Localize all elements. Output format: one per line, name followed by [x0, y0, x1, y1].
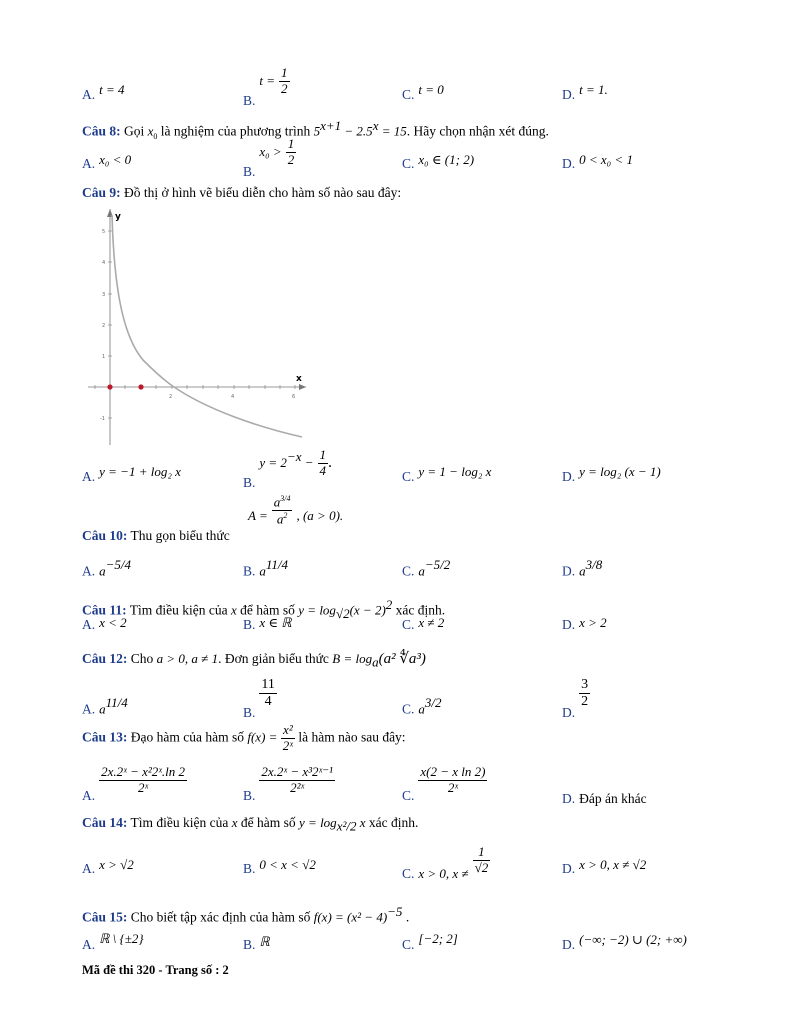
x-tick-label: 2	[169, 394, 173, 400]
q12-answer-d: $_{D.}$ $\frac{3}{2}$	[562, 677, 589, 721]
q13-answer-c: $_{C.}$ $\frac{\text{x(2 − x ln 2)}}{\text{2ˣ}}$	[402, 764, 486, 804]
q10-expression: $_{A =}$ $\frac{a^{3/4}}{a^2}$ $_{, (a > 0).}$	[248, 494, 344, 527]
y-tick-label: 5	[102, 229, 106, 235]
q14-answer-c: $_{C.}$ $_{x > 0, x \ne}$ $\frac{1}{√2}$	[402, 844, 489, 882]
q15-answer-c: C. [−2; 2]	[402, 931, 458, 952]
q9-answer-c: C. $^{y = 1 - log_2 x}$	[402, 464, 492, 484]
page-footer: Mã đề thi 320 - Trang số : 2	[82, 963, 229, 977]
q9-answer-a: A. $^{y = -1 + log_2 x}$	[82, 464, 181, 484]
question-10: Câu 10: Thu gọn biểu thức	[82, 528, 230, 543]
q15-answer-a: A. $^{ℝ \backslash \{\pm 2\}}$	[82, 931, 144, 952]
q11-answer-d: D. x > 2	[562, 615, 607, 632]
question-15: Câu 15: Cho biết tập xác định của hàm số $f(x) = (x^2 - 4)^{-5}$ .	[82, 904, 410, 925]
q10-answer-c: C. $a^{-5/2}$	[402, 557, 451, 579]
q8-answer-b: $_{B.}$ x₀ > $\frac{1}{2}$	[243, 136, 295, 180]
q12-answer-a: A. $a^{11/4}$	[82, 695, 128, 717]
question-12: Câu 12: Cho a > 0, a ≠ 1. Đơn giản biểu thức $B = \log_a(a^2$ ∜a³)	[82, 651, 426, 670]
question-11: Câu 11: Tìm điều kiện của x để hàm số $y = \log_{√2}(x - 2)^2$ xác định.	[82, 597, 446, 622]
q9-answer-b: $_{B.}$ $y = 2^{-x}$ − $\frac{1}{4}$ .	[243, 447, 333, 491]
q8-answer-d: D. $^{0 < x_0 < 1}$	[562, 152, 633, 171]
x-axis-label: x	[296, 374, 302, 384]
prev-answer-d: D. $^{t = 1.}$	[562, 82, 608, 102]
marked-point	[107, 384, 112, 389]
x-tick-label: 6	[292, 394, 296, 400]
q11-answer-b: B. x ∈ ℝ	[243, 615, 292, 632]
x-axis-arrow	[299, 384, 306, 390]
y-tick-label: -1	[100, 416, 105, 422]
q9-answer-d: D. $^{y = log_2 (x - 1)}$	[562, 464, 661, 484]
q13-answer-b: $_{B.}$ $\frac{\text{2x.2ˣ − x³2ˣ⁻¹}}{\text{2²ˣ}}$	[243, 764, 333, 804]
prev-answer-c: C. $^{t = 0}$	[402, 82, 444, 102]
q15-answer-b: B. ℝ	[243, 934, 270, 952]
q12-answer-c: C. $a^{3/2}$	[402, 695, 442, 717]
question-14: Câu 14: Tìm điều kiện của x để hàm số $y = \log_{x^2/2} x$ xác định.	[82, 815, 419, 834]
function-graph	[88, 205, 310, 450]
q12-answer-b: $_{B.}$ $\frac{11}{4}$	[243, 677, 275, 721]
q14-answer-d: D. $^{x > 0, x \ne √2}$	[562, 857, 647, 876]
q14-answer-b: B. $^{0 < x < √2}$	[243, 857, 316, 876]
q10-answer-b: B. $a^{11/4}$	[243, 557, 289, 579]
q14-answer-a: A. $^{x > √2}$	[82, 857, 134, 876]
x-tick-label: 4	[231, 394, 235, 400]
question-8: Câu 8: Gọi $x_0$ là nghiệm của phương trình $5^{x+1} - 2.5^x = 15$. Hãy chọn nhận xét đúng.	[82, 118, 549, 142]
y-axis-label: y	[115, 212, 121, 222]
q11-answer-c: C. x ≠ 2	[402, 615, 445, 632]
q15-answer-d: D. $^{(-\infty; -2) \cup (2; +\infty)}$	[562, 932, 687, 952]
q8-answer-c: C. $^{x_0 \in (1; 2)}$	[402, 152, 475, 171]
question-13: Câu 13: Đạo hàm của hàm số f(x) = $\frac{\text{x²}}{\text{2ˣ}}$ là hàm nào sau đây:	[82, 722, 406, 753]
marked-point	[138, 384, 143, 389]
prev-answer-b: $_{B.}$ t = $\frac{1}{2}$	[243, 65, 288, 109]
q8-answer-a: A. $^{x_0 < 0}$	[82, 152, 132, 171]
prev-answer-a: A. $^{t = 4}$	[82, 82, 125, 102]
y-tick-label: 2	[102, 323, 106, 329]
q13-answer-d: D. Đáp án khác	[562, 791, 647, 806]
y-tick-label: 4	[102, 260, 106, 266]
function-curve	[112, 215, 302, 437]
q11-answer-a: A. x < 2	[82, 615, 127, 632]
q10-answer-a: A. $a^{-5/4}$	[82, 557, 132, 579]
question-9: Câu 9: Đồ thị ở hình vẽ biểu diễn cho hàm số nào sau đây:	[82, 185, 402, 200]
q10-answer-d: D. $a^{3/8}$	[562, 557, 603, 579]
q13-answer-a: $_{A.}$ $\frac{\text{2x.2ˣ − x²2ˣ.ln 2}}{\text{2ˣ}}$	[82, 764, 186, 804]
y-tick-label: 3	[102, 292, 106, 298]
y-tick-label: 1	[102, 354, 106, 360]
